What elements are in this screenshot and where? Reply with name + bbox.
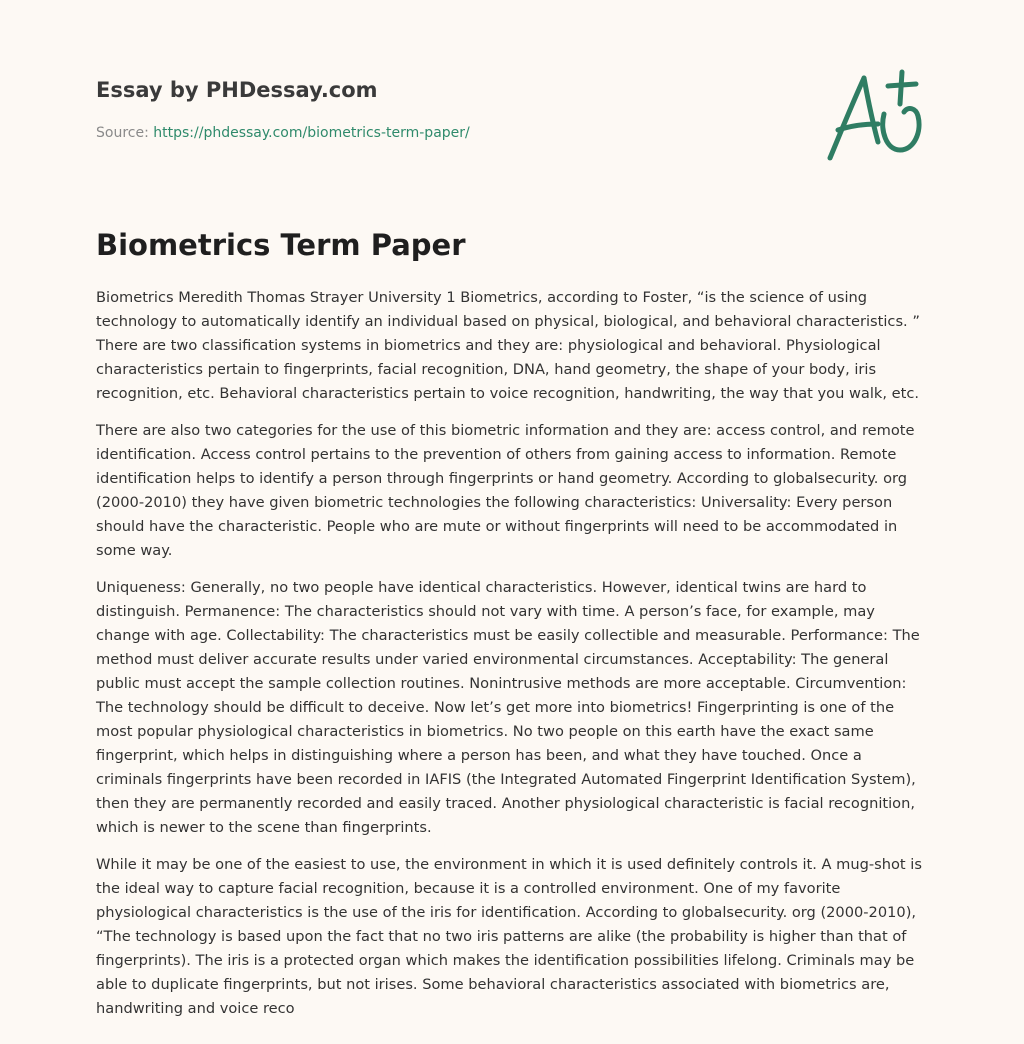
essay-paragraph: There are also two categories for the use of this biometric information and they are: access control, and remote identification. Access control pertains to the prevention of others from gaining access to information. Remote identification helps to identify a person through fingerprints or hand geometry. According to globalsecurity. org (2000-2010) they have given biometric technologies the following characteristics: Universality: Every person should have the characteristic. People who are mute or without fingerprints will need to be accommodated in some way. <box>96 422 915 559</box>
source-label: Source: <box>96 125 154 141</box>
page-header <box>96 76 796 143</box>
essay-paragraph: While it may be one of the easiest to use, the environment in which it is used definitely controls it. A mug-shot is the ideal way to capture facial recognition, because it is a controlled environment. One of my favorite physiological characteristics is the use of the iris for identification. According to globalsecurity. org (2000-2010), “The technology is based upon the fact that no two iris patterns are alike (the probability is higher than that of fingerprints). The iris is a protected organ which makes the identification possibilities lifelong. Criminals may be able to duplicate fingerprints, but not irises. Some behavioral characteristics associated with biometrics are, handwriting and voice reco <box>96 856 922 1017</box>
essay-body <box>96 226 932 1034</box>
essay-title: Biometrics Term Paper <box>96 228 466 262</box>
a-plus-grade-icon <box>820 64 930 164</box>
essay-paragraph: Biometrics Meredith Thomas Strayer University 1 Biometrics, according to Foster, “is the science of using technology to automatically identify an individual based on physical, biological, and behavioral characteristics. ” There are two classification systems in biometrics and they are: physiological and behavioral. Physiological characteristics pertain to fingerprints, facial recognition, DNA, hand geometry, the shape of your body, iris recognition, etc. Behavioral characteristics pertain to voice recognition, handwriting, the way that you walk, etc. <box>96 289 920 402</box>
source-line <box>96 123 796 143</box>
source-link[interactable]: https://phdessay.com/biometrics-term-paper/ <box>153 125 470 141</box>
site-title: Essay by PHDessay.com <box>96 78 378 102</box>
essay-paragraph: Uniqueness: Generally, no two people have identical characteristics. However, identical twins are hard to distinguish. Permanence: The characteristics should not vary with time. A person’s face, for example, may change with age. Collectability: The characteristics must be easily collectible and measurable. Performance: The method must deliver accurate results under varied environmental circumstances. Acceptability: The general public must accept the sample collection routines. Nonintrusive methods are more acceptable. Circumvention: The technology should be difficult to deceive. Now let’s get more into biometrics! Fingerprinting is one of the most popular physiological characteristics in biometrics. No two people on this earth have the exact same fingerprint, which helps in distinguishing where a person has been, and what they have touched. Once a criminals fingerprints have been recorded in IAFIS (the Integrated Automated Fingerprint Identification System), then they are permanently recorded and easily traced. Another physiological characteristic is facial recognition, which is newer to the scene than fingerprints. <box>96 579 920 836</box>
